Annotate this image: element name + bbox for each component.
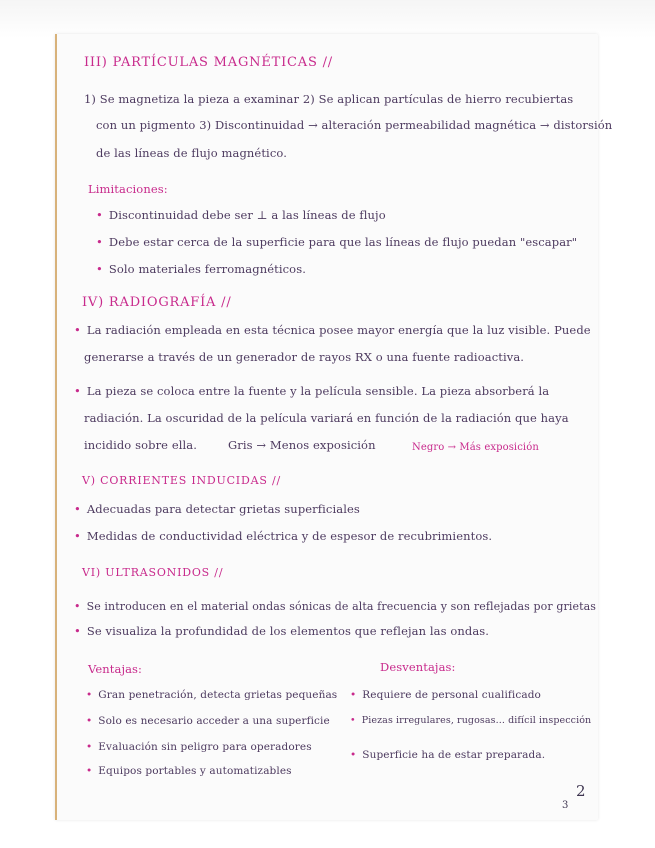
section-6-text: Se visualiza la profundidad de los elementos que reflejan las ondas. [86, 624, 490, 638]
bullet: • [74, 384, 81, 398]
advantage-text: Gran penetración, detecta grietas pequeñas [98, 689, 338, 701]
advantage-item [86, 688, 337, 702]
bullet: • [96, 235, 103, 249]
advantage-item [86, 714, 330, 728]
limitation-text: Discontinuidad debe ser ⊥ a las líneas de flujo [108, 208, 386, 222]
bullet: • [350, 689, 357, 701]
bullet: • [96, 208, 103, 222]
bullet: • [350, 749, 357, 761]
section-3-line-3: de las líneas de flujo magnético. [96, 146, 287, 160]
section-6-text: Se introducen en el material ondas sónicas de alta frecuencia y son reflejadas por grietas [86, 600, 596, 613]
advantage-text: Solo es necesario acceder a una superficie [98, 715, 330, 727]
margin-line [55, 34, 57, 820]
section-3-title: III) PARTÍCULAS MAGNÉTICAS // [84, 55, 333, 70]
disadvantage-item [350, 688, 541, 702]
limitation-text: Solo materiales ferromagnéticos. [108, 262, 306, 276]
advantages-title: Ventajas: [88, 662, 143, 676]
bullet: • [350, 715, 356, 726]
section-3-line-2: con un pigmento 3) Discontinuidad → alteración permeabilidad magnética → distorsión [96, 118, 613, 132]
bullet: • [96, 262, 103, 276]
limitation-item [96, 208, 386, 222]
section-5-line-1 [74, 502, 360, 516]
section-6-line-2 [74, 624, 489, 638]
section-5-text: Adecuadas para detectar grietas superficiales [86, 502, 360, 516]
section-5-line-2 [74, 529, 492, 543]
bullet: • [74, 624, 81, 638]
bullet: • [86, 689, 93, 701]
section-6-line-1 [74, 600, 596, 614]
bullet: • [86, 715, 93, 727]
limitations-title: Limitaciones: [88, 182, 168, 196]
disadvantage-text: Superficie ha de estar preparada. [362, 749, 546, 761]
advantage-item [86, 740, 312, 754]
bullet: • [74, 323, 81, 337]
limitation-text: Debe estar cerca de la superficie para que las líneas de flujo puedan "escapar" [108, 235, 578, 249]
limitation-item [96, 262, 306, 276]
bullet: • [86, 741, 93, 753]
bullet: • [74, 529, 81, 543]
page-number: 2 [576, 782, 586, 800]
note-grey: Gris → Menos exposición [228, 438, 376, 452]
background-strip [0, 0, 655, 38]
section-4-line-2: generarse a través de un generador de rayos RX o una fuente radioactiva. [84, 350, 525, 364]
section-4-line-1 [74, 323, 591, 337]
bullet: • [86, 765, 93, 777]
bullet: • [74, 502, 81, 516]
section-4-title: IV) RADIOGRAFÍA // [82, 295, 232, 310]
disadvantages-title: Desventajas: [380, 660, 456, 674]
disadvantage-item [350, 748, 545, 762]
page-mark: 3 [562, 800, 569, 811]
section-4-text: La radiación empleada en esta técnica posee mayor energía que la luz visible. Puede [86, 323, 591, 337]
disadvantage-item [350, 714, 591, 728]
section-4-line-3 [74, 384, 549, 398]
section-4-text: La pieza se coloca entre la fuente y la película sensible. La pieza absorberá la [86, 384, 550, 398]
advantage-text: Equipos portables y automatizables [98, 765, 292, 777]
section-5-text: Medidas de conductividad eléctrica y de espesor de recubrimientos. [86, 529, 493, 543]
limitation-item [96, 235, 577, 249]
section-4-line-4: radiación. La oscuridad de la película variará en función de la radiación que haya [84, 411, 569, 425]
disadvantage-text: Piezas irregulares, rugosas... difícil inspección [361, 715, 592, 726]
section-6-title: VI) ULTRASONIDOS // [82, 566, 224, 579]
bullet: • [74, 600, 81, 613]
section-4-line-5: incidido sobre ella. [84, 438, 198, 452]
advantage-text: Evaluación sin peligro para operadores [98, 741, 312, 753]
advantage-item [86, 764, 292, 778]
section-3-line-1: 1) Se magnetiza la pieza a examinar 2) Se aplican partículas de hierro recubiertas [84, 92, 574, 106]
note-black: Negro → Más exposición [412, 442, 539, 453]
section-5-title: V) CORRIENTES INDUCIDAS // [82, 474, 281, 487]
disadvantage-text: Requiere de personal cualificado [362, 689, 541, 701]
